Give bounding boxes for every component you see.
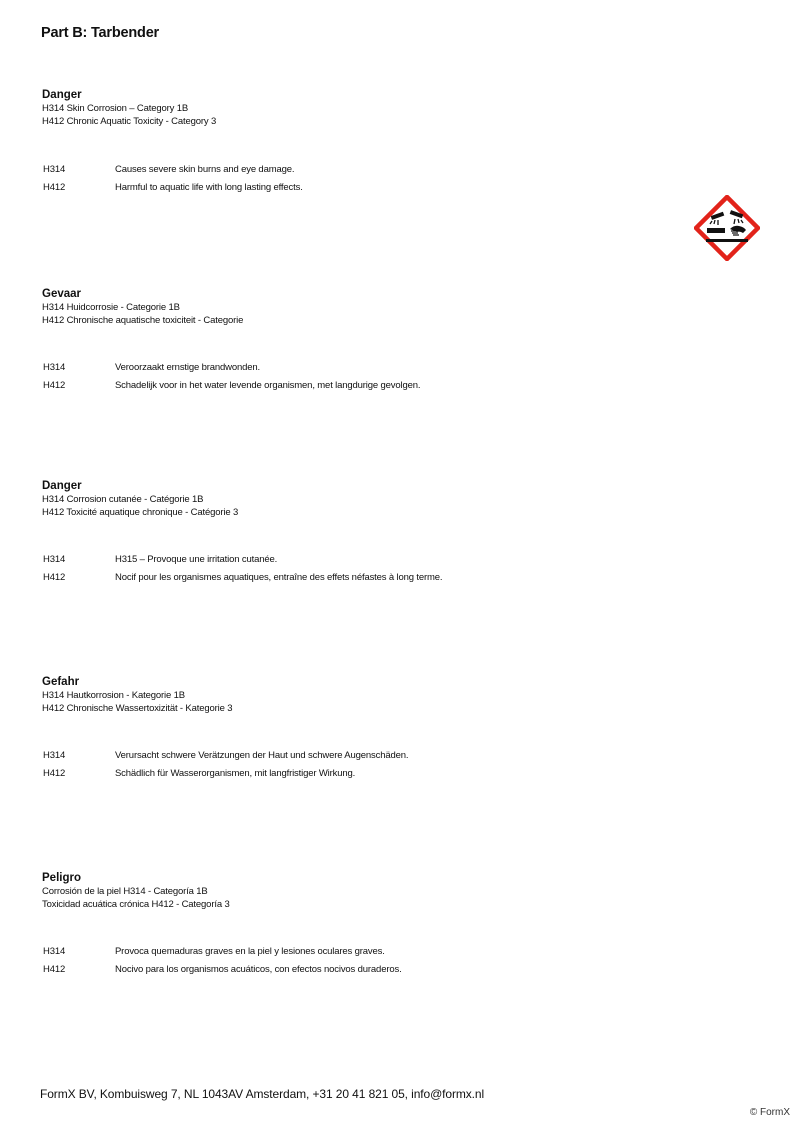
- statement-code: H314: [43, 362, 66, 373]
- hazard-section-nl: [42, 287, 682, 391]
- statement-code: H314: [43, 946, 66, 957]
- statement-code: H412: [43, 182, 66, 193]
- statement-text: Verursacht schwere Verätzungen der Haut und schwere Augenschäden.: [115, 750, 409, 761]
- classification-line: H314 Huidcorrosie - Categorie 1B: [42, 302, 180, 313]
- signal-word: Peligro: [42, 872, 81, 884]
- statement-code: H412: [43, 572, 66, 583]
- statement-text: Schädlich für Wasserorganismen, mit langfristiger Wirkung.: [115, 768, 356, 779]
- statement-text: Harmful to aquatic life with long lasting effects.: [115, 182, 303, 193]
- statement-text: Causes severe skin burns and eye damage.: [115, 164, 295, 175]
- classification-line: Corrosión de la piel H314 - Categoría 1B: [42, 886, 208, 897]
- statement-text: Nocif pour les organismes aquatiques, entraîne des effets néfastes à long terme.: [115, 572, 443, 583]
- footer-contact: FormX BV, Kombuisweg 7, NL 1043AV Amsterdam, +31 20 41 821 05, info@formx.nl: [40, 1087, 485, 1101]
- signal-word: Gevaar: [42, 288, 82, 300]
- copyright: © FormX: [749, 1107, 790, 1118]
- statement-text: H315 – Provoque une irritation cutanée.: [115, 554, 278, 565]
- classification-line: H314 Corrosion cutanée - Catégorie 1B: [42, 494, 204, 505]
- statement-code: H314: [43, 554, 66, 565]
- classification-line: H412 Chronic Aquatic Toxicity - Category 3: [42, 116, 217, 127]
- statement-text: Nocivo para los organismos acuáticos, con efectos nocivos duraderos.: [115, 964, 402, 975]
- signal-word: Danger: [42, 89, 82, 101]
- classification-line: H412 Chronische aquatische toxiciteit - Categorie: [42, 315, 244, 326]
- statement-text: Veroorzaakt ernstige brandwonden.: [115, 362, 261, 373]
- hazard-section-es: [42, 871, 682, 975]
- statement-code: H314: [43, 750, 66, 761]
- hazard-section-de: [42, 675, 682, 779]
- page-title: Part B: Tarbender: [41, 25, 159, 41]
- hazard-section-fr: [42, 479, 682, 583]
- hazard-section-en: [42, 88, 682, 193]
- statement-code: H412: [43, 380, 66, 391]
- statement-code: H412: [43, 964, 66, 975]
- classification-line: H314 Hautkorrosion - Kategorie 1B: [42, 690, 185, 701]
- statement-code: H314: [43, 164, 66, 175]
- classification-line: H412 Chronische Wassertoxizität - Kategorie 3: [42, 703, 233, 714]
- statement-text: Provoca quemaduras graves en la piel y lesiones oculares graves.: [115, 946, 385, 957]
- statement-text: Schadelijk voor in het water levende organismen, met langdurige gevolgen.: [115, 380, 421, 391]
- signal-word: Danger: [42, 480, 82, 492]
- statement-code: H412: [43, 768, 66, 779]
- classification-line: H412 Toxicité aquatique chronique - Catégorie 3: [42, 507, 239, 518]
- corrosive-pictogram-icon: [694, 195, 760, 261]
- signal-word: Gefahr: [42, 676, 80, 688]
- classification-line: Toxicidad acuática crónica H412 - Categoría 3: [42, 899, 230, 910]
- classification-line: H314 Skin Corrosion – Category 1B: [42, 103, 189, 114]
